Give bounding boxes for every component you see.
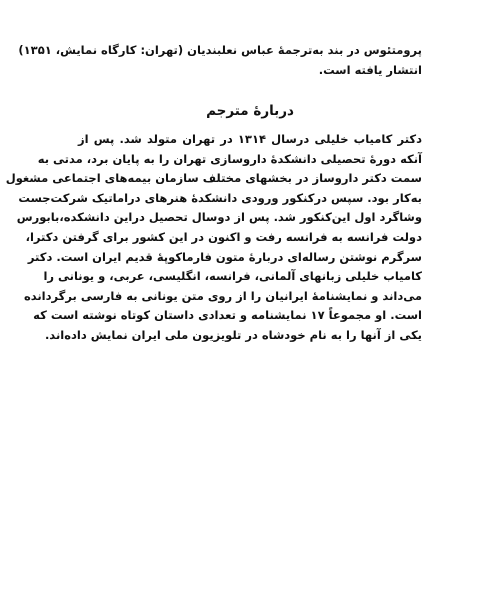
- bio-line: وشاگرد اول این‌کنکور شد. پس از دوسال تحصیل دراین دانشکده،بابورس: [16, 210, 422, 225]
- section-heading: دربارهٔ مترجم: [206, 103, 294, 119]
- bio-line: می‌داند و نمایشنامهٔ ایرانیان را از روی متن یونانی به فارسی برگردانده: [23, 288, 422, 303]
- bio-line: دولت فرانسه به فرانسه رفت و اکنون در این کشور برای گرفتن دکترا،: [25, 229, 422, 244]
- intro-paragraph: [18, 40, 422, 80]
- bio-line: دکتر کامیاب خلیلی درسال ۱۳۱۴ در تهران متولد شد. پس از: [78, 132, 422, 146]
- bio-line: است. او مجموعاً ۱۷ نمایشنامه و تعدادی داستان کوتاه نوشته است که: [33, 308, 422, 323]
- bio-line: به‌کار بود. سپس درکنکور ورودی دانشکدهٔ هنرهای دراماتیک شرکت‌جست: [18, 190, 422, 205]
- intro-line: پرومتئوس در بند به‌ترجمهٔ عباس نعلبندیان (تهران: کارگاه نمایش، ۱۳۵۱): [18, 43, 422, 57]
- bio-line: آنکه دورهٔ تحصیلی دانشکدهٔ داروسازی تهران را به پایان برد، مدتی به: [37, 151, 422, 166]
- translator-bio-paragraph: [5, 130, 422, 346]
- bio-line: کامیاب خلیلی زبانهای آلمانی، فرانسه، انگلیسی، عربی، و یونانی را: [43, 269, 422, 284]
- bio-line: سرگرم نوشتن رساله‌ای دربارهٔ متون فارماکوپهٔ قدیم ایران است. دکتر: [27, 249, 422, 264]
- intro-line: انتشار یافته است.: [318, 63, 422, 77]
- bio-line: سمت دکتر داروساز در بخشهای مختلف سازمان بیمه‌های اجتماعی مشغول: [5, 171, 422, 186]
- bio-line: یکی از آنها را به نام خودشاه در تلویزیون ملی ایران نمایش داده‌اند.: [44, 327, 422, 342]
